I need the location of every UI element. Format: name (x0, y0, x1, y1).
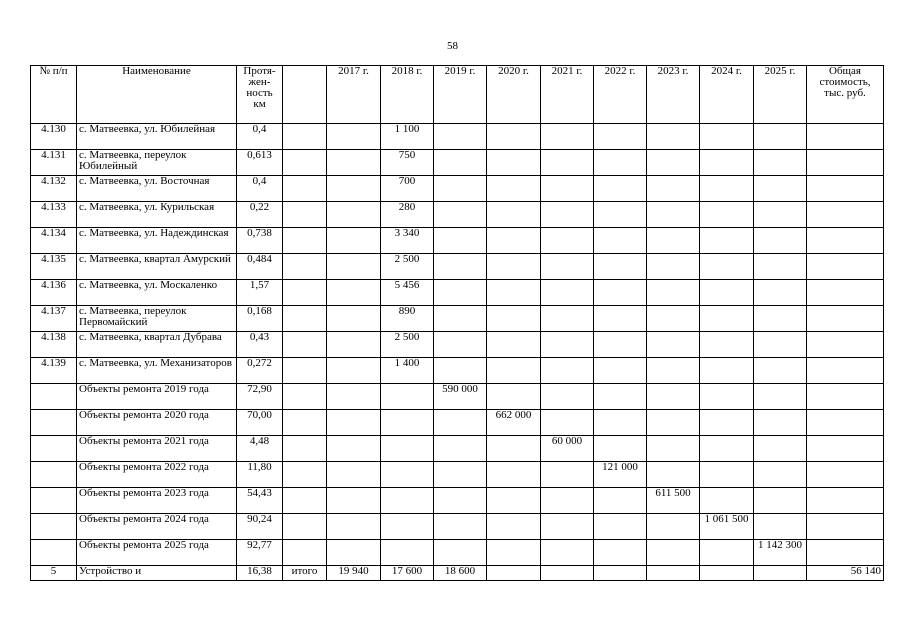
cell-extra (283, 176, 327, 202)
cell-name: Объекты ремонта 2021 года (77, 436, 237, 462)
cell-year-2020 (487, 202, 541, 228)
cell-year-2021 (541, 514, 594, 540)
header-year-2024: 2024 г. (700, 66, 754, 124)
cell-length: 16,38 (237, 566, 283, 581)
cell-year-2022 (594, 280, 647, 306)
table-row (31, 488, 884, 514)
cell-year-2022 (594, 176, 647, 202)
cell-no (31, 488, 77, 514)
cell-year-2017 (327, 436, 381, 462)
cell-length: 0,272 (237, 358, 283, 384)
cell-year-2025: 1 142 300 (754, 540, 807, 566)
cell-year-2020 (487, 254, 541, 280)
cell-no (31, 384, 77, 410)
cell-year-2023 (647, 410, 700, 436)
cell-length: 0,613 (237, 150, 283, 176)
cell-no: 4.130 (31, 124, 77, 150)
cell-year-2019 (434, 514, 487, 540)
cell-no: 4.134 (31, 228, 77, 254)
cell-year-2018: 280 (381, 202, 434, 228)
cell-year-2023 (647, 150, 700, 176)
cell-name: Объекты ремонта 2019 года (77, 384, 237, 410)
table-row (31, 254, 884, 280)
cell-total (807, 176, 884, 202)
cell-year-2025 (754, 228, 807, 254)
cell-year-2022 (594, 202, 647, 228)
cell-year-2023 (647, 332, 700, 358)
cell-extra (283, 306, 327, 332)
cell-year-2019 (434, 202, 487, 228)
cell-name: Объекты ремонта 2022 года (77, 462, 237, 488)
cell-year-2020 (487, 384, 541, 410)
cell-year-2019 (434, 280, 487, 306)
cell-name: с. Матвеевка, ул. Надеждинская (77, 228, 237, 254)
cell-year-2025 (754, 384, 807, 410)
cell-year-2022 (594, 488, 647, 514)
cell-name: с. Матвеевка, ул. Москаленко (77, 280, 237, 306)
cell-year-2022 (594, 306, 647, 332)
cell-year-2022 (594, 124, 647, 150)
header-length: Протя- жен- ность км (237, 66, 283, 124)
table-row (31, 410, 884, 436)
table-row (31, 306, 884, 332)
cell-length: 0,738 (237, 228, 283, 254)
cell-total (807, 280, 884, 306)
cell-year-2020 (487, 228, 541, 254)
cell-year-2020 (487, 514, 541, 540)
cell-year-2017 (327, 514, 381, 540)
cell-year-2025 (754, 332, 807, 358)
cell-no: 4.137 (31, 306, 77, 332)
cell-year-2020 (487, 462, 541, 488)
cell-year-2025 (754, 514, 807, 540)
cell-year-2024 (700, 306, 754, 332)
header-no: № п/п (31, 66, 77, 124)
header-name: Наименование (77, 66, 237, 124)
cell-year-2018 (381, 514, 434, 540)
cell-year-2017: 19 940 (327, 566, 381, 581)
cell-year-2022 (594, 436, 647, 462)
cell-year-2017 (327, 150, 381, 176)
header-year-2023: 2023 г. (647, 66, 700, 124)
cell-year-2023 (647, 384, 700, 410)
table-row (31, 202, 884, 228)
cell-year-2017 (327, 124, 381, 150)
cell-year-2017 (327, 358, 381, 384)
cell-year-2018: 700 (381, 176, 434, 202)
cell-year-2019 (434, 254, 487, 280)
cell-length: 70,00 (237, 410, 283, 436)
cell-year-2021 (541, 332, 594, 358)
cell-no (31, 410, 77, 436)
cell-year-2017 (327, 488, 381, 514)
cell-no: 4.138 (31, 332, 77, 358)
cell-year-2018: 17 600 (381, 566, 434, 581)
cell-year-2019 (434, 410, 487, 436)
cell-year-2023: 611 500 (647, 488, 700, 514)
cell-year-2024 (700, 254, 754, 280)
cell-year-2020 (487, 566, 541, 581)
cell-year-2023 (647, 124, 700, 150)
cell-year-2017 (327, 462, 381, 488)
cell-year-2024 (700, 384, 754, 410)
cell-extra (283, 124, 327, 150)
cell-length: 0,43 (237, 332, 283, 358)
cell-year-2022 (594, 254, 647, 280)
cell-name: с. Матвеевка, квартал Амурский (77, 254, 237, 280)
cell-year-2021 (541, 410, 594, 436)
cell-length: 0,4 (237, 176, 283, 202)
cell-year-2024 (700, 358, 754, 384)
cell-year-2023 (647, 228, 700, 254)
cell-year-2018 (381, 410, 434, 436)
cell-year-2023 (647, 202, 700, 228)
cell-year-2023 (647, 176, 700, 202)
cell-year-2021 (541, 566, 594, 581)
cell-name: Устройство и (77, 566, 237, 581)
cell-year-2017 (327, 540, 381, 566)
cell-total (807, 358, 884, 384)
cell-year-2023 (647, 462, 700, 488)
cell-year-2022 (594, 566, 647, 581)
header-year-2020: 2020 г. (487, 66, 541, 124)
cell-year-2020 (487, 124, 541, 150)
cell-year-2019: 18 600 (434, 566, 487, 581)
cell-year-2019 (434, 176, 487, 202)
cost-table (30, 65, 884, 581)
cell-length: 4,48 (237, 436, 283, 462)
cell-year-2025 (754, 306, 807, 332)
cell-year-2021 (541, 384, 594, 410)
cell-no: 4.139 (31, 358, 77, 384)
cell-name: с. Матвеевка, переулок Первомайский (77, 306, 237, 332)
cell-year-2021 (541, 280, 594, 306)
cell-year-2022 (594, 228, 647, 254)
cell-name: с. Матвеевка, переулок Юбилейный (77, 150, 237, 176)
cell-no (31, 514, 77, 540)
cell-name: с. Матвеевка, ул. Юбилейная (77, 124, 237, 150)
cell-year-2023 (647, 358, 700, 384)
cell-year-2019 (434, 358, 487, 384)
table-row (31, 358, 884, 384)
cell-year-2024 (700, 540, 754, 566)
cell-year-2025 (754, 436, 807, 462)
cell-year-2019 (434, 124, 487, 150)
cell-total (807, 228, 884, 254)
cell-year-2020 (487, 436, 541, 462)
cell-year-2022 (594, 384, 647, 410)
cell-no: 4.132 (31, 176, 77, 202)
cell-year-2022 (594, 150, 647, 176)
cell-extra: итого (283, 566, 327, 581)
cell-year-2018: 5 456 (381, 280, 434, 306)
cell-no: 4.131 (31, 150, 77, 176)
cell-length: 72,90 (237, 384, 283, 410)
cell-year-2021 (541, 540, 594, 566)
cell-year-2018: 1 400 (381, 358, 434, 384)
cell-year-2020 (487, 358, 541, 384)
header-year-2018: 2018 г. (381, 66, 434, 124)
cell-year-2021 (541, 488, 594, 514)
cell-year-2025 (754, 488, 807, 514)
cell-total (807, 332, 884, 358)
cell-extra (283, 332, 327, 358)
cell-no: 4.135 (31, 254, 77, 280)
cell-year-2025 (754, 124, 807, 150)
cell-year-2019 (434, 540, 487, 566)
cell-total (807, 202, 884, 228)
cell-year-2024 (700, 228, 754, 254)
cell-year-2025 (754, 280, 807, 306)
cell-year-2023 (647, 514, 700, 540)
cell-length: 0,4 (237, 124, 283, 150)
cell-no (31, 540, 77, 566)
cell-total (807, 384, 884, 410)
cell-extra (283, 410, 327, 436)
cell-year-2020 (487, 306, 541, 332)
cell-year-2017 (327, 332, 381, 358)
header-year-2019: 2019 г. (434, 66, 487, 124)
cell-year-2022 (594, 410, 647, 436)
table-row (31, 124, 884, 150)
cell-extra (283, 254, 327, 280)
cell-year-2017 (327, 228, 381, 254)
cell-name: Объекты ремонта 2024 года (77, 514, 237, 540)
cell-year-2024 (700, 332, 754, 358)
cell-year-2023 (647, 540, 700, 566)
cell-year-2024 (700, 124, 754, 150)
cell-year-2021 (541, 358, 594, 384)
header-row (31, 66, 884, 124)
cell-year-2022 (594, 358, 647, 384)
cell-extra (283, 202, 327, 228)
cell-extra (283, 358, 327, 384)
cell-length: 0,168 (237, 306, 283, 332)
cell-year-2019 (434, 332, 487, 358)
cell-year-2020 (487, 540, 541, 566)
header-year-2022: 2022 г. (594, 66, 647, 124)
cell-total (807, 514, 884, 540)
cell-length: 1,57 (237, 280, 283, 306)
cell-year-2020 (487, 280, 541, 306)
cell-no (31, 436, 77, 462)
cell-extra (283, 540, 327, 566)
cell-year-2025 (754, 176, 807, 202)
cell-total (807, 436, 884, 462)
cell-year-2024 (700, 202, 754, 228)
cell-year-2018: 3 340 (381, 228, 434, 254)
cell-name: Объекты ремонта 2025 года (77, 540, 237, 566)
cell-extra (283, 436, 327, 462)
cell-name: с. Матвеевка, ул. Восточная (77, 176, 237, 202)
cell-year-2024 (700, 410, 754, 436)
cell-year-2018: 2 500 (381, 254, 434, 280)
cell-total (807, 410, 884, 436)
table-row (31, 540, 884, 566)
cell-year-2020 (487, 488, 541, 514)
header-total: Общая стоимость, тыс. руб. (807, 66, 884, 124)
table-row (31, 384, 884, 410)
cell-year-2017 (327, 202, 381, 228)
cell-extra (283, 514, 327, 540)
cell-total (807, 488, 884, 514)
cell-year-2017 (327, 254, 381, 280)
cell-name: Объекты ремонта 2023 года (77, 488, 237, 514)
cell-year-2025 (754, 410, 807, 436)
header-year-2025: 2025 г. (754, 66, 807, 124)
cell-year-2022: 121 000 (594, 462, 647, 488)
total-row (31, 566, 884, 581)
cell-length: 0,22 (237, 202, 283, 228)
page-number: 58 (447, 40, 458, 52)
cell-year-2018: 890 (381, 306, 434, 332)
table-row (31, 228, 884, 254)
cell-length: 0,484 (237, 254, 283, 280)
cell-year-2020 (487, 332, 541, 358)
cell-extra (283, 150, 327, 176)
cell-year-2021: 60 000 (541, 436, 594, 462)
header-extra (283, 66, 327, 124)
cell-extra (283, 462, 327, 488)
cell-year-2020: 662 000 (487, 410, 541, 436)
cell-year-2019 (434, 150, 487, 176)
table-row (31, 332, 884, 358)
cell-year-2024 (700, 488, 754, 514)
cell-year-2018: 2 500 (381, 332, 434, 358)
cell-length: 90,24 (237, 514, 283, 540)
cell-name: с. Матвеевка, ул. Курильская (77, 202, 237, 228)
header-year-2017: 2017 г. (327, 66, 381, 124)
cell-year-2019 (434, 228, 487, 254)
cell-year-2017 (327, 306, 381, 332)
header-year-2021: 2021 г. (541, 66, 594, 124)
cell-year-2024 (700, 462, 754, 488)
cell-total (807, 540, 884, 566)
cell-year-2021 (541, 202, 594, 228)
table-row (31, 462, 884, 488)
cell-year-2021 (541, 462, 594, 488)
cell-year-2021 (541, 176, 594, 202)
cell-extra (283, 228, 327, 254)
cell-year-2017 (327, 176, 381, 202)
cell-total: 56 140 (807, 566, 884, 581)
table-row (31, 280, 884, 306)
cell-no (31, 462, 77, 488)
cell-year-2019: 590 000 (434, 384, 487, 410)
cell-extra (283, 488, 327, 514)
cell-extra (283, 280, 327, 306)
cell-year-2023 (647, 280, 700, 306)
cell-year-2020 (487, 150, 541, 176)
cell-year-2019 (434, 488, 487, 514)
cell-year-2021 (541, 150, 594, 176)
cell-year-2022 (594, 332, 647, 358)
table-row (31, 436, 884, 462)
cell-year-2019 (434, 436, 487, 462)
cell-year-2023 (647, 254, 700, 280)
cell-total (807, 150, 884, 176)
cell-year-2025 (754, 462, 807, 488)
cell-year-2024 (700, 176, 754, 202)
cell-name: Объекты ремонта 2020 года (77, 410, 237, 436)
cell-year-2018: 750 (381, 150, 434, 176)
cell-year-2025 (754, 254, 807, 280)
cell-year-2018 (381, 540, 434, 566)
cell-year-2025 (754, 150, 807, 176)
table-body (31, 124, 884, 581)
cell-year-2023 (647, 436, 700, 462)
cell-length: 54,43 (237, 488, 283, 514)
cell-year-2022 (594, 514, 647, 540)
cell-name: с. Матвеевка, ул. Механизаторов (77, 358, 237, 384)
cell-year-2025 (754, 566, 807, 581)
cell-total (807, 306, 884, 332)
cell-length: 92,77 (237, 540, 283, 566)
cell-no: 4.133 (31, 202, 77, 228)
cell-year-2023 (647, 566, 700, 581)
cell-name: с. Матвеевка, квартал Дубрава (77, 332, 237, 358)
cell-extra (283, 384, 327, 410)
table-row (31, 514, 884, 540)
cell-year-2021 (541, 124, 594, 150)
cell-year-2022 (594, 540, 647, 566)
table-row (31, 176, 884, 202)
cell-year-2017 (327, 280, 381, 306)
cell-year-2025 (754, 358, 807, 384)
cell-year-2018 (381, 384, 434, 410)
cell-year-2021 (541, 228, 594, 254)
cell-year-2018 (381, 462, 434, 488)
cell-year-2024 (700, 150, 754, 176)
cell-no: 4.136 (31, 280, 77, 306)
table-row (31, 150, 884, 176)
cell-year-2024 (700, 280, 754, 306)
cell-year-2019 (434, 306, 487, 332)
cell-year-2024 (700, 566, 754, 581)
cell-year-2019 (434, 462, 487, 488)
cell-year-2021 (541, 306, 594, 332)
cell-year-2024 (700, 436, 754, 462)
cell-total (807, 462, 884, 488)
cell-year-2017 (327, 410, 381, 436)
cell-no: 5 (31, 566, 77, 581)
cell-year-2025 (754, 202, 807, 228)
cell-year-2020 (487, 176, 541, 202)
cell-year-2021 (541, 254, 594, 280)
cell-length: 11,80 (237, 462, 283, 488)
cell-total (807, 254, 884, 280)
cell-year-2018 (381, 488, 434, 514)
cell-year-2018 (381, 436, 434, 462)
cell-year-2017 (327, 384, 381, 410)
cell-year-2023 (647, 306, 700, 332)
cell-year-2018: 1 100 (381, 124, 434, 150)
cell-year-2024: 1 061 500 (700, 514, 754, 540)
cell-total (807, 124, 884, 150)
